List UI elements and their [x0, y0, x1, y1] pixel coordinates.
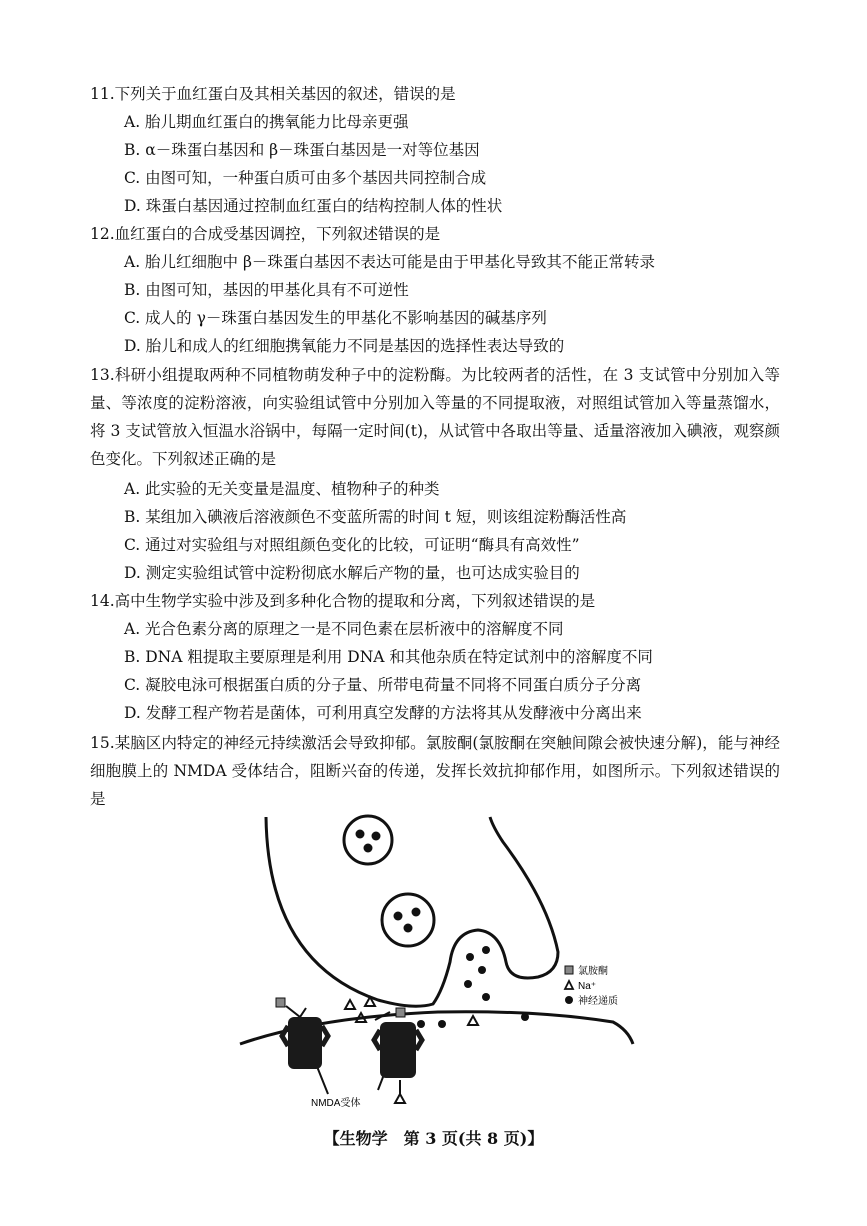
neurotransmitter-dot — [482, 993, 490, 1001]
q12-option-c: C. 成人的 γ－珠蛋白基因发生的甲基化不影响基因的碱基序列 — [124, 309, 547, 327]
q11-option-c: C. 由图可知，一种蛋白质可由多个基因共同控制合成 — [124, 169, 487, 187]
nmda-receptor-label: NMDA受体 — [311, 1098, 361, 1109]
q11-option-d: D. 珠蛋白基因通过控制血红蛋白的结构控制人体的性状 — [124, 197, 503, 215]
sodium-ion-icon — [468, 1016, 478, 1025]
ketamine-icon — [396, 1008, 405, 1017]
q14-option-a: A. 光合色素分离的原理之一是不同色素在层析液中的溶解度不同 — [124, 620, 564, 638]
legend-sodium-icon — [565, 981, 573, 989]
q14-option-d: D. 发酵工程产物若是菌体，可利用真空发酵的方法将其从发酵液中分离出来 — [124, 704, 642, 722]
q12-option-d: D. 胎儿和成人的红细胞携氧能力不同是基因的选择性表达导致的 — [124, 337, 565, 355]
q11-stem: 11.下列关于血红蛋白及其相关基因的叙述，错误的是 — [90, 85, 456, 103]
neurotransmitter-dot — [464, 980, 472, 988]
q13-option-d: D. 测定实验组试管中淀粉彻底水解后产物的量，也可达成实验目的 — [124, 564, 580, 582]
figure-legend — [565, 964, 618, 1007]
q13-stem: 13.科研小组提取两种不同植物萌发种子中的淀粉酶。为比较两者的活性，在 3 支试管中分别加入等量、等浓度的淀粉溶液，向实验组试管中分别加入等量的不同提取液，对照组试管加入等量蒸馏水，将 3 支试管放入恒温水浴锅中，每隔一定时间(t)，从试管中各取出等量、适量溶液加入碘液，观察颜色变化。下列叙述正确的是 — [90, 366, 780, 468]
q14-stem: 14.高中生物学实验中涉及到多种化合物的提取和分离，下列叙述错误的是 — [90, 592, 596, 610]
nmda-receptor — [282, 1017, 328, 1069]
legend-neurotransmitter-icon — [565, 996, 573, 1004]
neurotransmitter-dot — [466, 953, 474, 961]
synaptic-vesicle — [344, 816, 392, 864]
q13-option-c: C. 通过对实验组与对照组颜色变化的比较，可证明“酶具有高效性” — [124, 536, 580, 554]
legend-ketamine-icon — [565, 966, 573, 974]
q12-stem: 12.血红蛋白的合成受基因调控，下列叙述错误的是 — [90, 225, 441, 243]
neurotransmitter-dot — [417, 1020, 425, 1028]
legend-sodium-label: Na⁺ — [578, 981, 597, 992]
q15-stem: 15.某脑区内特定的神经元持续激活会导致抑郁。氯胺酮(氯胺酮在突触间隙会被快速分解)，能与神经细胞膜上的 NMDA 受体结合，阻断兴奋的传递，发挥长效抗抑郁作用，如图所示。下列叙述错误的是 — [90, 734, 780, 808]
ketamine-icon — [276, 998, 285, 1007]
synaptic-vesicle — [382, 894, 434, 946]
q14-option-c: C. 凝胶电泳可根据蛋白质的分子量、所带电荷量不同将不同蛋白质分子分离 — [124, 676, 642, 694]
sodium-ion-icon — [345, 1000, 355, 1009]
legend-neurotransmitter-label: 神经递质 — [578, 996, 618, 1007]
neurotransmitter-dot — [521, 1013, 529, 1021]
legend-ketamine-label: 氯胺酮 — [578, 966, 608, 977]
neurotransmitter-dot — [438, 1020, 446, 1028]
sodium-ion-icon — [395, 1094, 405, 1103]
q12-option-a: A. 胎儿红细胞中 β－珠蛋白基因不表达可能是由于甲基化导致其不能正常转录 — [124, 253, 655, 271]
q12-option-b: B. 由图可知，基因的甲基化具有不可逆性 — [124, 281, 409, 299]
neurotransmitter-dot — [482, 946, 490, 954]
nmda-receptor — [374, 1022, 422, 1078]
page-footer: 【生物学 第 3 页(共 8 页)】 — [323, 1129, 544, 1148]
q11-option-a: A. 胎儿期血红蛋白的携氧能力比母亲更强 — [124, 113, 409, 131]
q13-option-b: B. 某组加入碘液后溶液颜色不变蓝所需的时间 t 短，则该组淀粉酶活性高 — [124, 508, 627, 526]
q14-option-b: B. DNA 粗提取主要原理是利用 DNA 和其他杂质在特定试剂中的溶解度不同 — [124, 648, 653, 666]
synapse-diagram — [238, 812, 648, 1112]
q13-option-a: A. 此实验的无关变量是温度、植物种子的种类 — [124, 480, 440, 498]
neurotransmitter-dot — [478, 966, 486, 974]
synapse-figure — [238, 812, 648, 1112]
q11-option-b: B. α－珠蛋白基因和 β－珠蛋白基因是一对等位基因 — [124, 141, 480, 159]
